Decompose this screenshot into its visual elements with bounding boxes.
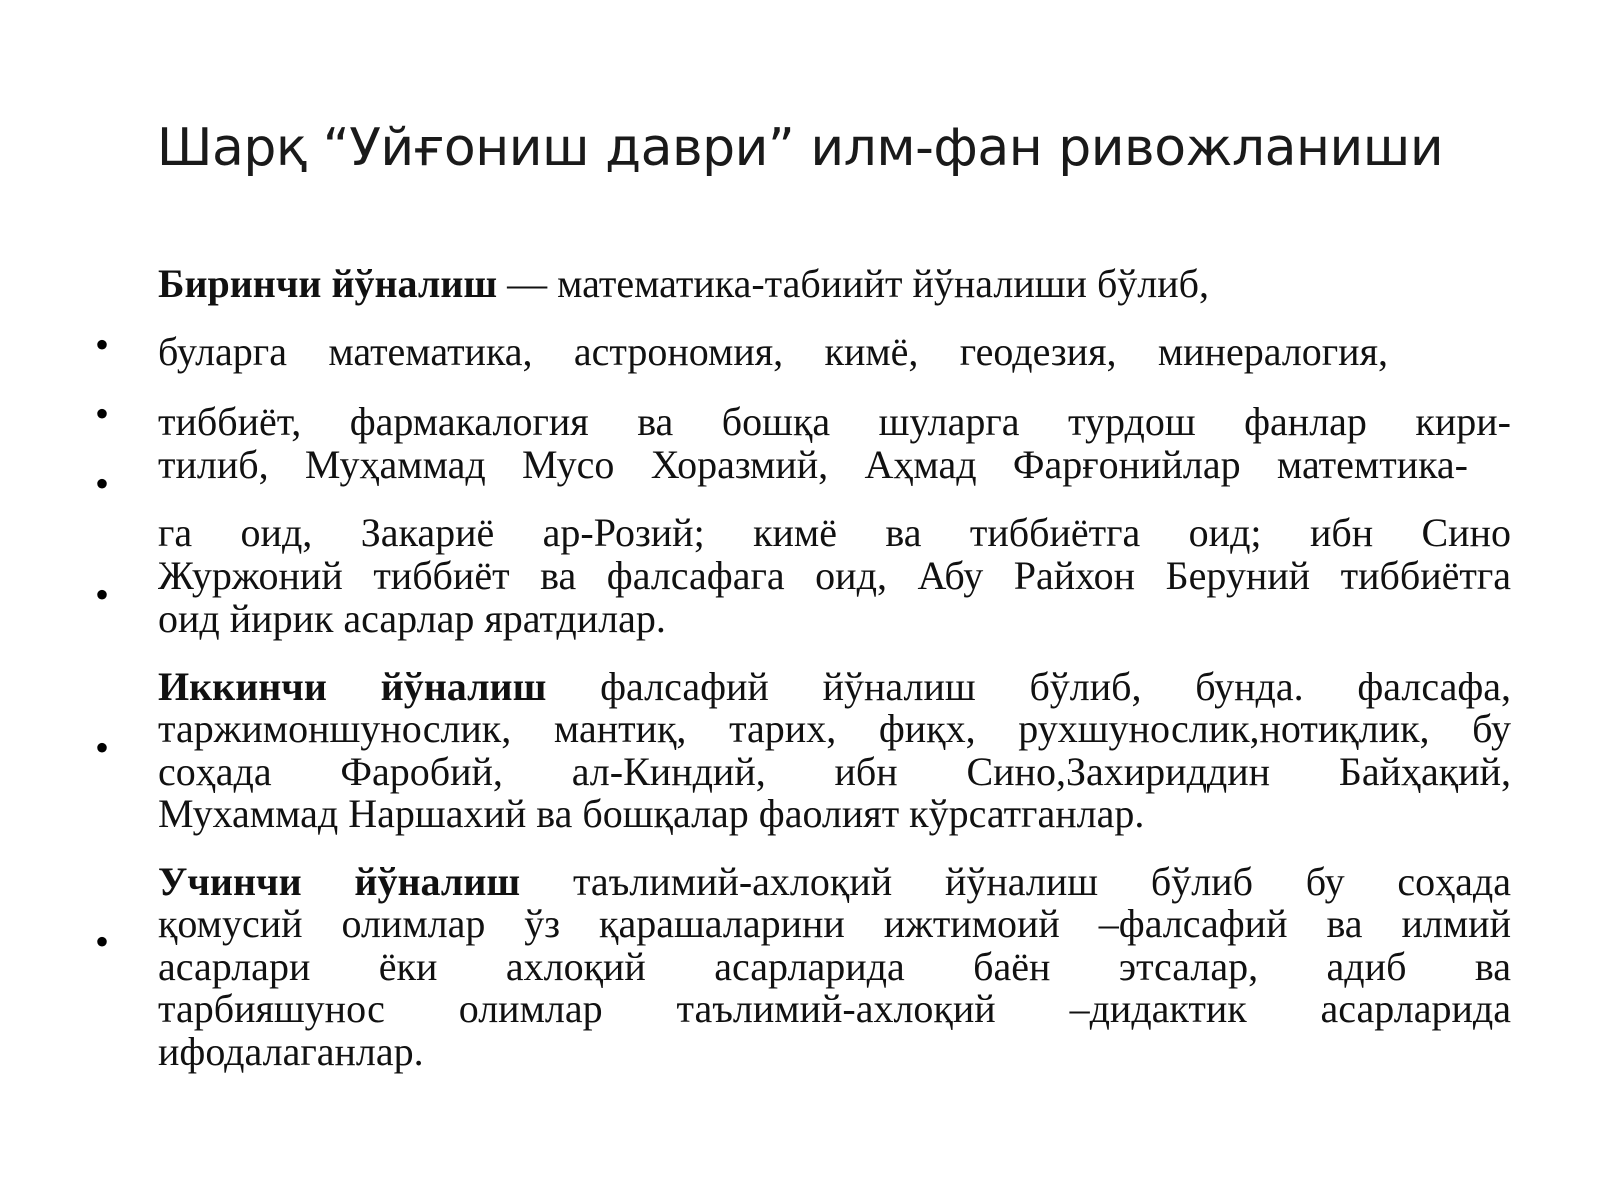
paragraph-3-heading: Учинчи йўналиш	[158, 859, 521, 904]
bullet-4: •	[95, 572, 110, 617]
paragraph-2-line-3: соҳада Фаробий, ал-Киндий, ибн Сино,Захириддин Байҳақий,	[158, 749, 1511, 794]
paragraph-3-line-3: асарлари ёки ахлоқий асарларида баён этсалар, адиб ва	[158, 944, 1511, 989]
slide-title: Шарқ “Уйғониш даври” илм-фан ривожланиши	[156, 118, 1444, 178]
paragraph-1-line-1	[158, 262, 1511, 306]
paragraph-2-heading: Иккинчи йўналиш	[158, 664, 547, 709]
paragraph-2-line-4: Мухаммад Наршахий ва бошқалар фаолият кўрсатганлар.	[158, 791, 1145, 836]
paragraph-1-line-4: тилиб, Муҳаммад Мусо Хоразмий, Аҳмад Фарғонийлар матемтика-	[158, 442, 1468, 487]
paragraph-2-line-1	[158, 665, 1511, 709]
paragraph-3-text: таълимий-ахлоқий йўналиш бўлиб бу соҳада	[520, 859, 1511, 904]
bullet-3: •	[95, 461, 110, 506]
paragraph-3-line-4: тарбияшунос олимлар таълимий-ахлоқий –дидактик асарларида	[158, 986, 1511, 1031]
paragraph-2-text: фалсафий йўналиш бўлиб, бунда. фалсафа,	[546, 664, 1512, 709]
paragraph-1-line-6: Журжоний тиббиёт ва фалсафага оид, Абу Райхон Беруний тиббиётга	[158, 553, 1511, 598]
paragraph-3-line-2: қомусий олимлар ўз қарашаларини ижтимоий –фалсафий ва илмий	[158, 901, 1511, 946]
paragraph-2-line-2: таржимоншунослик, мантиқ, тарих, фиқх, рухшунослик,нотиқлик, бу	[158, 706, 1511, 751]
paragraph-1-line-3: тиббиёт, фармакалогия ва бошқа шуларга турдош фанлар кири-	[158, 399, 1511, 444]
paragraph-1-line-5: га оид, Закариё ар-Розий; кимё ва тиббиётга оид; ибн Сино	[158, 510, 1511, 555]
paragraph-1-line-7: оид йирик асарлар яратдилар.	[158, 596, 666, 641]
bullet-2: •	[95, 391, 110, 436]
paragraph-3-line-1	[158, 860, 1511, 904]
bullet-5: •	[95, 725, 110, 770]
paragraph-1-heading: Биринчи йўналиш	[158, 261, 498, 306]
paragraph-1-line-2: буларга математика, астрономия, кимё, геодезия, минералогия,	[158, 329, 1388, 374]
bullet-6: •	[95, 919, 110, 964]
bullet-1: •	[95, 322, 110, 367]
paragraph-1-text: — математика-табиийт йўналиши бўлиб,	[497, 261, 1210, 306]
paragraph-3-line-5: ифодалаганлар.	[158, 1029, 424, 1074]
